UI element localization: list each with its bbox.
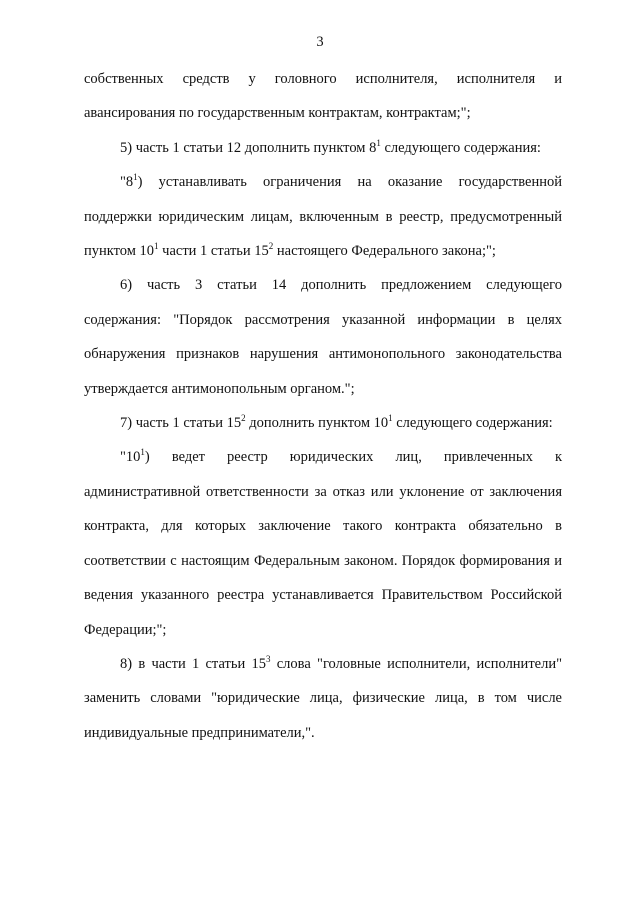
page-number: 3 <box>316 34 324 50</box>
paragraph <box>84 440 562 646</box>
superscript: 1 <box>154 241 159 252</box>
superscript: 1 <box>376 137 381 148</box>
superscript: 2 <box>268 241 274 252</box>
paragraph-text: ) ведет реестр юридических лиц, привлеченных к административной ответственности за отказ или уклонение от заключения контракта, для которых заключение такого контракта обязательно в соответствии с настоящим Федеральным законом. Порядок формирования и ведения указанного реестра устанавливается Правительством Российской Федерации;"; <box>84 449 562 638</box>
paragraph-text: 6) часть 3 статьи 14 дополнить предложением следующего содержания: "Порядок рассмотрения указанной информации в целях обнаружения признаков нарушения антимонопольного законодательства утверждается антимонопольным органом."; <box>84 277 562 397</box>
paragraph <box>84 647 562 750</box>
paragraph-text: ) устанавливать ограничения на оказание государственной поддержки юридическим лицам, включенным в реестр, предусмотренный пунктом 10 <box>84 174 562 260</box>
paragraph-text: "8 <box>120 174 134 191</box>
superscript: 1 <box>140 447 145 458</box>
paragraph-text: собственных средств у головного исполнителя, исполнителя и авансирования по государственным контрактам, контрактам;"; <box>84 71 562 122</box>
document-body <box>84 62 562 750</box>
paragraph <box>84 406 562 440</box>
paragraph-text: части 1 статьи 15 <box>158 243 269 260</box>
paragraph-text: "10 <box>120 449 141 466</box>
superscript: 1 <box>388 413 393 424</box>
paragraph-text: следующего содержания: <box>380 139 541 156</box>
superscript: 1 <box>133 172 138 183</box>
paragraph <box>84 62 562 131</box>
paragraph-text: 5) часть 1 статьи 12 дополнить пунктом 8 <box>120 139 377 156</box>
paragraph-text: слова "головные исполнители, исполнители" заменить словами "юридические лица, физические лица, в том числе индивидуальные предприниматели,". <box>84 655 563 741</box>
paragraph <box>84 131 562 165</box>
superscript: 3 <box>265 653 271 664</box>
paragraph <box>84 268 562 406</box>
paragraph-text: дополнить пунктом 10 <box>245 415 389 432</box>
superscript: 2 <box>241 413 246 424</box>
paragraph-text: 7) часть 1 статьи 15 <box>120 415 242 432</box>
paragraph-text: следующего содержания: <box>392 415 553 432</box>
paragraph-text: 8) в части 1 статьи 15 <box>120 655 266 672</box>
paragraph-text: настоящего Федерального закона;"; <box>273 243 496 260</box>
paragraph <box>84 165 562 268</box>
